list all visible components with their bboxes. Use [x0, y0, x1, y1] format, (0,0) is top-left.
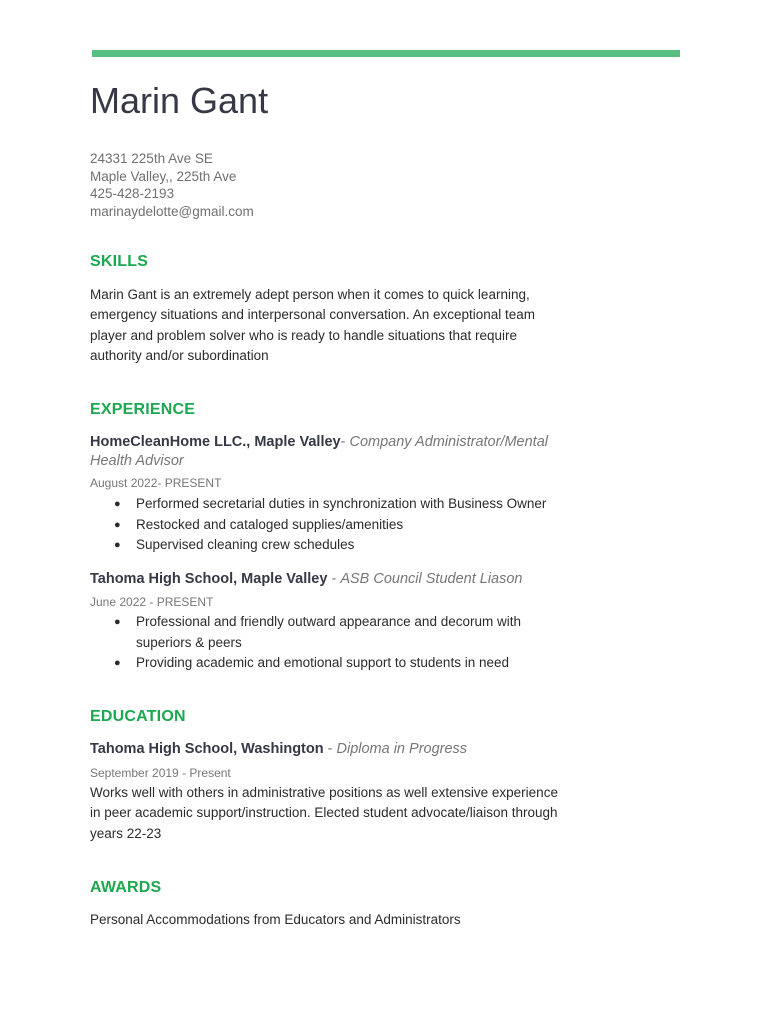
list-item: [112, 494, 572, 515]
education-header: [90, 740, 570, 759]
experience-heading: EXPERIENCE: [90, 401, 196, 418]
candidate-name: Marin Gant: [90, 80, 269, 121]
education-heading: EDUCATION: [90, 708, 186, 725]
bullet-text: Professional and friendly outward appearance and decorum with superiors & peers: [136, 614, 521, 650]
skills-heading: SKILLS: [90, 253, 149, 270]
bullet-icon: ●: [114, 518, 121, 531]
skills-summary: Marin Gant is an extremely adept person when it comes to quick learning, emergency situations and interpersonal conversation. An exceptional team player and problem solver who is ready to handle situations that require authority and/or subordination: [90, 287, 536, 363]
bullet-text: Supervised cleaning crew schedules: [136, 537, 355, 552]
education-separator: -: [323, 741, 337, 757]
job-bullets-1: [112, 494, 572, 556]
list-item: [112, 612, 572, 653]
list-item: [112, 535, 572, 556]
job-role: Company Administrator/Mental Health Advisor: [90, 434, 548, 469]
bullet-text: Performed secretarial duties in synchronization with Business Owner: [136, 496, 547, 511]
degree-name: Diploma in Progress: [336, 741, 468, 757]
bullet-icon: ●: [114, 657, 121, 669]
email-address: marinaydelotte@gmail.com: [90, 203, 254, 219]
job-org: HomeCleanHome LLC., Maple Valley: [90, 434, 341, 450]
education-description: Works well with others in administrative positions as well extensive experience in peer academic support/instruction. Elected student advocate/liaison through years 22-23: [90, 785, 558, 841]
school-name: Tahoma High School, Washington: [90, 741, 324, 757]
job-bullets-2: [112, 612, 572, 674]
job-dates-2: June 2022 - PRESENT: [90, 595, 214, 609]
job-dates-1: August 2022- PRESENT: [90, 476, 222, 490]
awards-heading: AWARDS: [90, 879, 162, 896]
job-role: ASB Council Student Liason: [340, 571, 523, 587]
contact-block: [90, 150, 254, 220]
job-org: Tahoma High School, Maple Valley: [90, 571, 328, 587]
top-accent-bar: [92, 50, 680, 57]
bullet-text: Providing academic and emotional support to students in need: [136, 655, 509, 670]
bullet-icon: ●: [114, 498, 121, 510]
job-separator: -: [327, 571, 341, 587]
job-header-1: [90, 433, 570, 471]
address-line-1: 24331 225th Ave SE: [90, 151, 213, 166]
awards-text: Personal Accommodations from Educators and Administrators: [90, 912, 461, 927]
address-line-2: Maple Valley,, 225th Ave: [90, 168, 237, 184]
phone-number: 425-428-2193: [90, 186, 175, 202]
list-item: [112, 653, 572, 674]
job-header-2: [90, 570, 570, 589]
bullet-icon: ●: [114, 539, 121, 551]
bullet-icon: ●: [114, 616, 121, 628]
job-separator: -: [340, 434, 350, 450]
list-item: [112, 515, 572, 536]
bullet-text: Restocked and cataloged supplies/amenities: [136, 516, 404, 532]
education-dates: September 2019 - Present: [90, 766, 231, 780]
